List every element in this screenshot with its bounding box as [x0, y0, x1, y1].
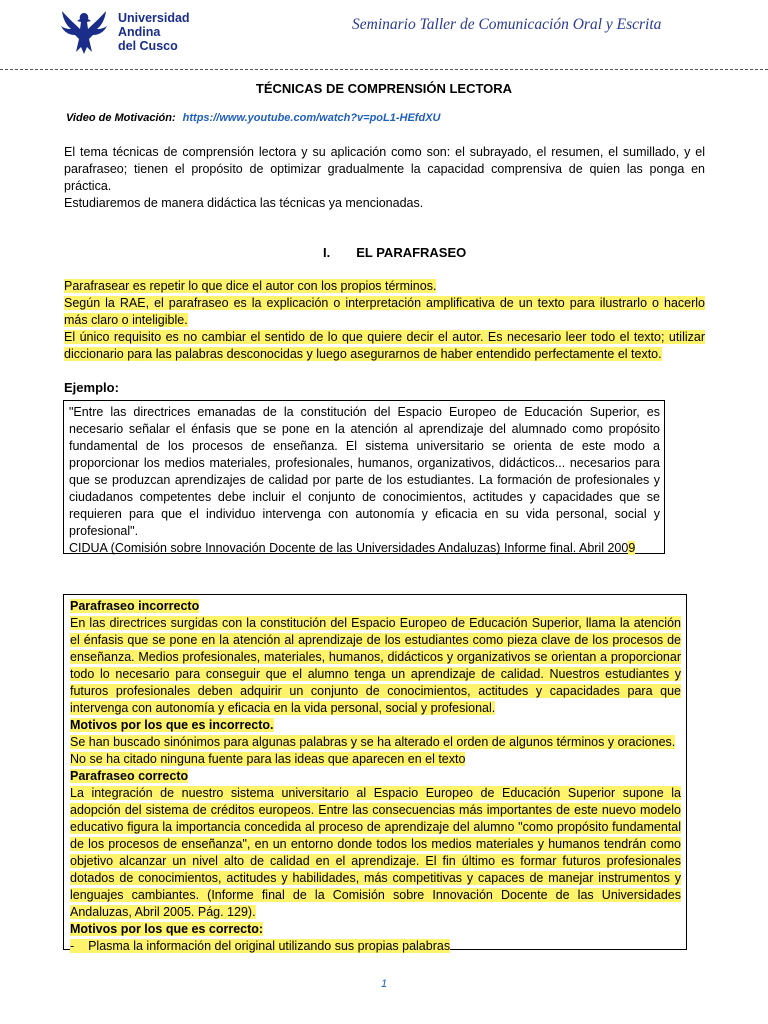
section-number: I.: [323, 245, 331, 260]
correct-heading: Parafraseo correcto: [70, 769, 189, 783]
quote-source-text: CIDUA (Comisión sobre Innovación Docente de las Universidades Andaluzas) Informe final. Abril 200: [69, 541, 629, 555]
example-label: Ejemplo:: [64, 380, 119, 395]
document-title: TÉCNICAS DE COMPRENSIÓN LECTORA: [255, 81, 513, 96]
header-divider: [0, 69, 768, 70]
example-quote-box: [63, 400, 665, 554]
video-link[interactable]: https://www.youtube.com/watch?v=poL1-HEfdXU: [182, 112, 441, 124]
definition-paragraph: [64, 278, 705, 363]
video-label: Video de Motivación:: [66, 112, 176, 124]
page-header: [0, 0, 768, 70]
intro-text: El tema técnicas de comprensión lectora y su aplicación como son: el subrayado, el resumen, el sumillado, y el parafraseo; tienen el propósito de optimizar gradualmente la capacidad comprensiva de quien las ponga en práctica.: [64, 145, 705, 193]
definition-line: Según la RAE, el parafraseo es la explicación o interpretación amplificativa de un texto para ilustrarlo o hacerlo más claro o inteligible.: [64, 296, 705, 327]
correct-reason-text: Plasma la información del original utilizando sus propias palabras: [88, 939, 451, 953]
incorrect-reasons-heading: Motivos por los que es incorrecto.: [70, 718, 274, 732]
section-heading: [323, 245, 466, 260]
university-line: Andina: [118, 25, 161, 39]
correct-text: La integración de nuestro sistema universitario al Espacio Europeo de Educación Superior supone la adopción del sistema de créditos europeos. Entre las consecuencias más importantes de este nuevo modelo educativo figura la importancia concedida al proceso de aprendizaje del alumno "como propósito fundamental de los procesos de enseñanza", en un entorno donde todos los medios materiales y humanos tendrán como objetivo alcanzar un nivel alto de calidad en el aprendizaje. El fin último es formar futuros profesionales dotados de conocimientos, actitudes y habilidades, más competitivas y capaces de manejar instrumentos y lenguajes cambiantes. (Informe final de la Comisión sobre Innovación Docente de las Universidades Andaluzas, Abril 2005. Pág. 129).: [70, 786, 681, 919]
incorrect-heading: Parafraseo incorrecto: [70, 599, 200, 613]
seminar-title: Seminario Taller de Comunicación Oral y Escrita: [352, 16, 662, 33]
university-line: Universidad: [118, 11, 190, 25]
definition-line: El único requisito es no cambiar el sentido de lo que quiere decir el autor. Es necesario leer todo el texto; utilizar diccionario para las palabras desconocidas y luego asegurarnos de haber entendido perfectamente el texto.: [64, 330, 705, 361]
incorrect-reason: No se ha citado ninguna fuente para las ideas que aparecen en el texto: [70, 752, 466, 766]
list-dash: -: [70, 939, 75, 953]
section-title: EL PARAFRASEO: [356, 245, 467, 260]
page-number: 1: [380, 978, 388, 990]
video-line: [66, 112, 440, 124]
quote-source-end: 9: [628, 541, 636, 555]
university-line: del Cusco: [118, 39, 178, 53]
incorrect-reason: Se han buscado sinónimos para algunas palabras y se ha alterado el orden de algunos términos y oraciones.: [70, 735, 676, 749]
paraphrase-comparison-box: [63, 594, 687, 953]
quote-text: "Entre las directrices emanadas de la constitución del Espacio Europeo de Educación Superior, es necesario señalar el énfasis que se pone en la atención al aprendizaje del alumnado como propósito fundamental de los procesos de enseñanza. El sistema universitario se orienta de este modo a proporcionar los medios materiales, profesionales, humanos, organizativos, didácticos... necesarios para que se produzcan aprendizajes de calidad por parte de los estudiantes. La formación de profesionales y ciudadanos competentes debe incluir el conjunto de conocimientos, actitudes y capacidades que se requieren para que el individuo intervenga con autonomía y eficacia en su vida personal, social y profesional".: [69, 405, 660, 538]
incorrect-text: En las directrices surgidas con la constitución del Espacio Europeo de Educación Superior, llama la atención el énfasis que se pone en la atención al aprendizaje de los estudiantes como pieza clave de los procesos de enseñanza. Medios profesionales, materiales, humanos, didácticos y organizativos se orientan a proporcionar todo lo necesario para conseguir que el alumno tenga un aprendizaje de calidad. Nuestros estudiantes y futuros profesionales deben adquirir un conjunto de conocimientos, actitudes y capacidades para que intervenga con autonomía y eficacia en la vida personal, social y profesional.: [70, 616, 681, 715]
correct-reasons-heading: Motivos por los que es correcto:: [70, 922, 264, 936]
definition-line: Parafrasear es repetir lo que dice el autor con los propios términos.: [64, 279, 437, 293]
eagle-logo-icon: [56, 5, 112, 55]
intro-paragraph: [64, 144, 705, 212]
intro-text-2: Estudiaremos de manera didáctica las técnicas ya mencionadas.: [64, 196, 424, 210]
university-name: [118, 11, 190, 53]
correct-reason: [70, 939, 450, 953]
quote-source: [69, 540, 660, 557]
